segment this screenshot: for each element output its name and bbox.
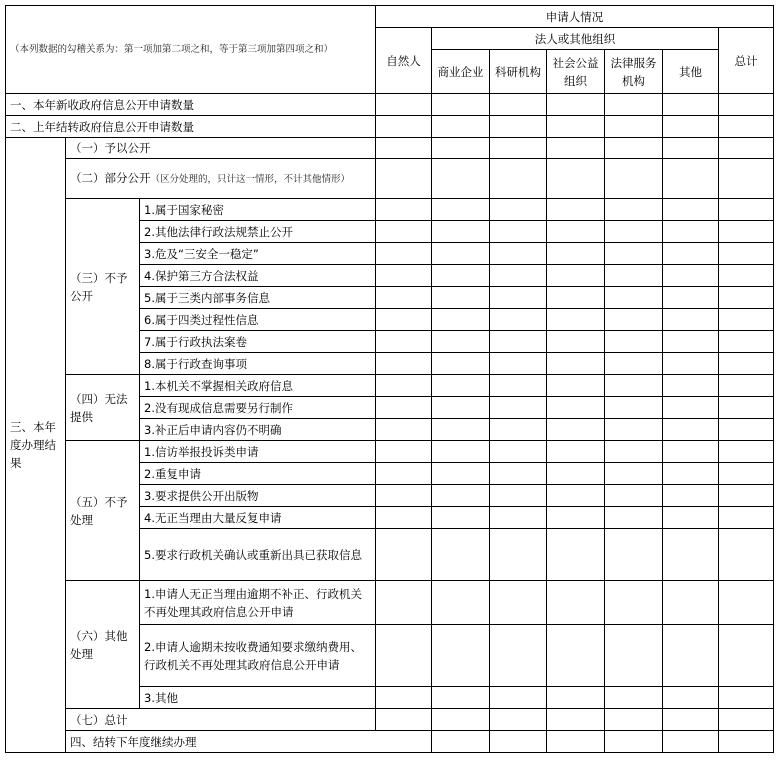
item-label: 3.危及“三安全一稳定” (140, 243, 376, 265)
group-label: （三）不予公开 (66, 199, 140, 375)
commercial-header: 商业企业 (432, 50, 490, 94)
row-label: 二、上年结转政府信息公开申请数量 (6, 116, 376, 138)
item-label: 3.其他 (140, 687, 376, 709)
partial-open-note: （区分处理的，只计这一情形，不计其他情形） (150, 173, 351, 185)
applications-table (5, 5, 774, 753)
table-row (6, 581, 774, 625)
table-row (6, 138, 774, 159)
item-label: 1.信访举报投诉类申请 (140, 441, 376, 463)
item-label: 1.申请人无正当理由逾期不补正、行政机关不再处理其政府信息公开申请 (140, 581, 376, 625)
row-label: （一）予以公开 (66, 138, 376, 159)
item-label: 2.没有现成信息需要另行制作 (140, 397, 376, 419)
item-label: 1.本机关不掌握相关政府信息 (140, 375, 376, 397)
item-label: 5.属于三类内部事务信息 (140, 287, 376, 309)
item-label: 7.属于行政执法案卷 (140, 331, 376, 353)
total-header: 总计 (719, 28, 774, 94)
table-row (6, 199, 774, 221)
applicant-situation-header: 申请人情况 (376, 6, 774, 28)
social-header: 社会公益组织 (547, 50, 605, 94)
group-label: （六）其他处理 (66, 581, 140, 709)
table-row (6, 441, 774, 463)
partial-open-label: （二）部分公开 (70, 170, 151, 185)
header-note: （本列数据的勾稽关系为：第一项加第二项之和，等于第三项加第四项之和） (6, 6, 376, 94)
other-header: 其他 (663, 50, 719, 94)
row-label (66, 159, 376, 199)
table-row (6, 116, 774, 138)
group-label: （四）无法提供 (66, 375, 140, 441)
natural-person-header: 自然人 (376, 28, 432, 94)
item-label: 4.保护第三方合法权益 (140, 265, 376, 287)
item-label: 2.其他法律行政法规禁止公开 (140, 221, 376, 243)
item-label: 6.属于四类过程性信息 (140, 309, 376, 331)
item-label: 2.重复申请 (140, 463, 376, 485)
item-label: 3.要求提供公开出版物 (140, 485, 376, 507)
legal-group-header: 法人或其他组织 (432, 28, 719, 50)
item-label: 2.申请人逾期未按收费通知要求缴纳费用、行政机关不再处理其政府信息公开申请 (140, 625, 376, 687)
legal-service-header: 法律服务机构 (605, 50, 663, 94)
item-label: 4.无正当理由大量反复申请 (140, 507, 376, 529)
group-label: （五）不予处理 (66, 441, 140, 581)
item-label: 5.要求行政机关确认或重新出具已获取信息 (140, 529, 376, 581)
table-row (6, 159, 774, 199)
research-header: 科研机构 (490, 50, 547, 94)
row-label: （七）总计 (66, 709, 376, 731)
table-row (6, 94, 774, 116)
item-label: 3.补正后申请内容仍不明确 (140, 419, 376, 441)
row-label: 四、结转下年度继续办理 (66, 731, 432, 753)
section-3-label: 三、本年度办理结果 (6, 138, 66, 753)
item-label: 1.属于国家秘密 (140, 199, 376, 221)
table-row (6, 709, 774, 731)
item-label: 8.属于行政查询事项 (140, 353, 376, 375)
table-row (6, 375, 774, 397)
row-label: 一、本年新收政府信息公开申请数量 (6, 94, 376, 116)
table-row (6, 731, 774, 753)
